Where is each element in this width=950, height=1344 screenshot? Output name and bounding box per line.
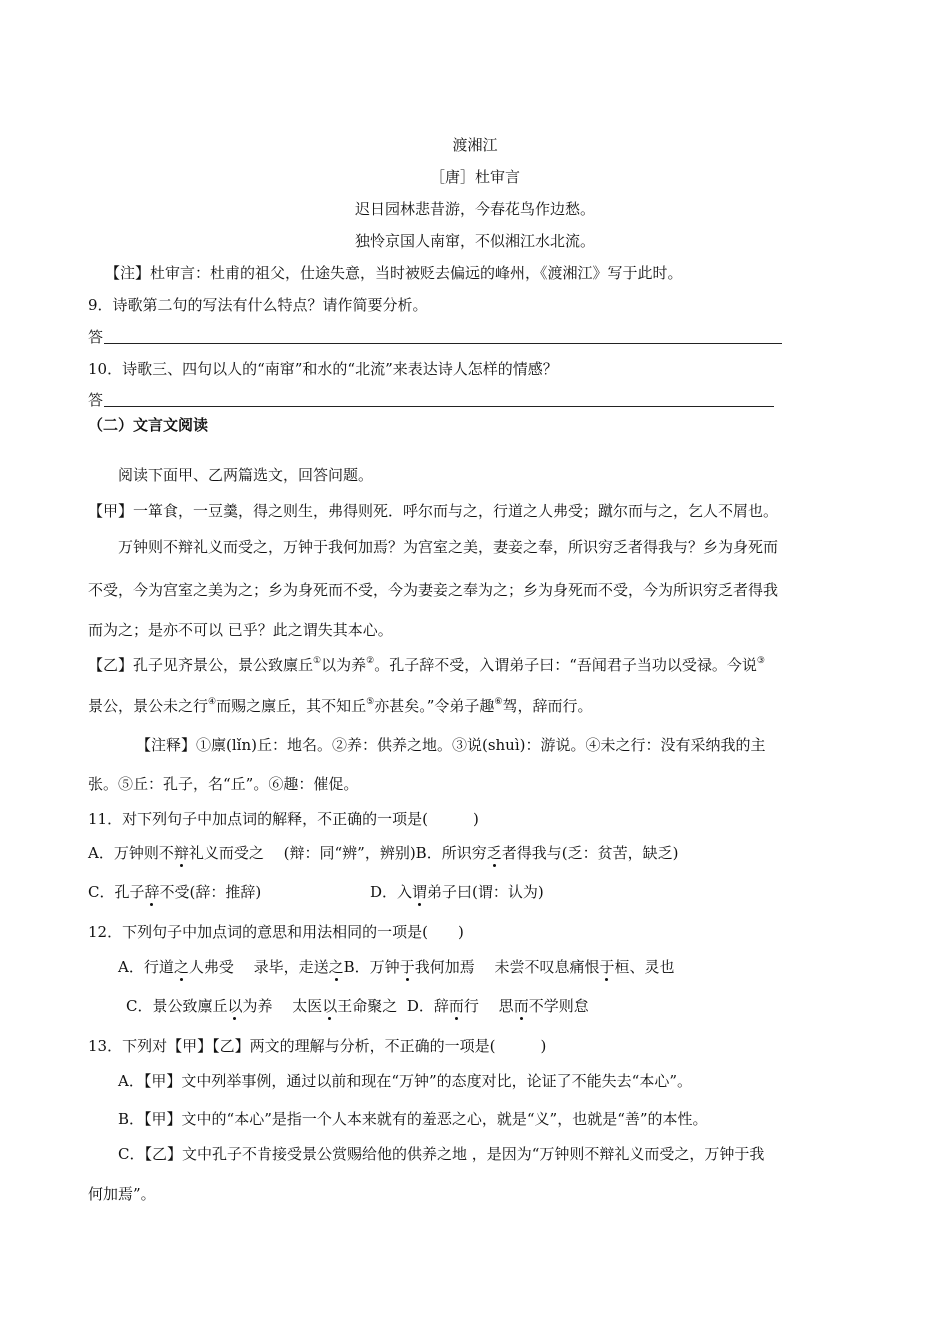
q11-option-c: C．孔子辞不受(辞：推辞): [88, 883, 262, 901]
section-intro: 阅读下面甲、乙两篇选文，回答问题。: [118, 466, 374, 484]
passage-yi-line2: 景公，景公未之行④而赐之廪丘，其不知丘⑤亦甚矣。”令弟子趣⑥驾，辞而行。: [88, 697, 593, 715]
q13-option-b: B．【甲】文中的“本心”是指一个人本来就有的羞恶之心，就是“义”，也就是“善”的本性。: [118, 1110, 708, 1128]
answer-label-10: 答: [88, 391, 104, 409]
poem-note: 【注】杜审言：杜甫的祖父，仕途失意，当时被贬去偏远的峰州，《渡湘江》写于此时。: [105, 264, 683, 282]
passage-jia-p2-line2: 不受，今为宫室之美为之；乡为身死而不受，今为妻妾之奉为之；乡为身死而不受，今为所识穷乏者得我: [88, 581, 779, 599]
q12-options-cd: C．景公致廪丘以为养 太医以王命聚之 D．辞而行 思而不学则怠: [126, 997, 589, 1015]
question-11: 11．对下列句子中加点词的解释，不正确的一项是( ): [88, 810, 479, 828]
question-10: 10．诗歌三、四句以人的“南窜”和水的“北流”来表达诗人怎样的情感？: [88, 360, 558, 378]
q11-options-ab: A．万钟则不辩礼义而受之 (辩：同“辨”，辨别)B．所识穷乏者得我与(乏：贫苦，缺乏): [88, 844, 679, 862]
poem-author: ［唐］杜审言: [429, 168, 520, 186]
passage-jia-p2-line1: 万钟则不辩礼义而受之，万钟于我何加焉？为宫室之美，妻妾之奉，所识穷乏者得我与？乡为身死而: [118, 538, 779, 556]
q13-option-c-line1: C．【乙】文中孔子不肯接受景公赏赐给他的供养之地 ，是因为“万钟则不辩礼义而受之，万钟于我: [118, 1145, 765, 1163]
answer-label-9: 答: [88, 328, 104, 346]
poem-title: 渡湘江: [452, 136, 498, 154]
question-13: 13．下列对【甲】【乙】两文的理解与分析，不正确的一项是( ): [88, 1037, 547, 1055]
passage-jia-p2-line3: 而为之；是亦不可以 已乎？此之谓失其本心。: [88, 621, 393, 639]
passage-jia-p1: 【甲】一箪食，一豆羹，得之则生，弗得则死．呼尔而与之，行道之人弗受；蹴尔而与之，乞人不屑也。: [88, 502, 779, 520]
q11-option-d: D．入谓弟子曰(谓：认为): [370, 883, 544, 901]
poem-line-2: 独怜京国人南窜，不似湘江水北流。: [354, 232, 595, 250]
q13-option-c-line2: 何加焉”。: [88, 1185, 156, 1203]
q12-options-ab: A．行道之人弗受 录毕，走送之B．万钟于我何加焉 未尝不叹息痛恨于桓、灵也: [118, 958, 675, 976]
passage-yi-note-line1: 【注释】①廪(lǐn)丘：地名。②养：供养之地。③说(shuì)：游说。④未之行：没有采纳我的主: [136, 736, 766, 754]
passage-yi-line1: 【乙】孔子见齐景公，景公致廪丘①以为养②。孔子辞不受，入谓弟子曰：“吾闻君子当功以受禄。今说③: [88, 656, 765, 674]
passage-yi-note-line2: 张。⑤丘：孔子，名“丘”。⑥趣：催促。: [88, 775, 359, 793]
question-9: 9．诗歌第二句的写法有什么特点？请作简要分析。: [88, 296, 428, 314]
q13-option-a: A．【甲】文中列举事例，通过以前和现在“万钟”的态度对比，论证了不能失去“本心”。: [118, 1072, 693, 1090]
poem-line-1: 迟日园林悲昔游，今春花鸟作边愁。: [354, 200, 595, 218]
question-12: 12．下列句子中加点词的意思和用法相同的一项是( ): [88, 923, 464, 941]
section-heading: （二）文言文阅读: [88, 416, 209, 434]
answer-line-10[interactable]: [104, 406, 774, 407]
answer-line-9[interactable]: [104, 343, 782, 344]
